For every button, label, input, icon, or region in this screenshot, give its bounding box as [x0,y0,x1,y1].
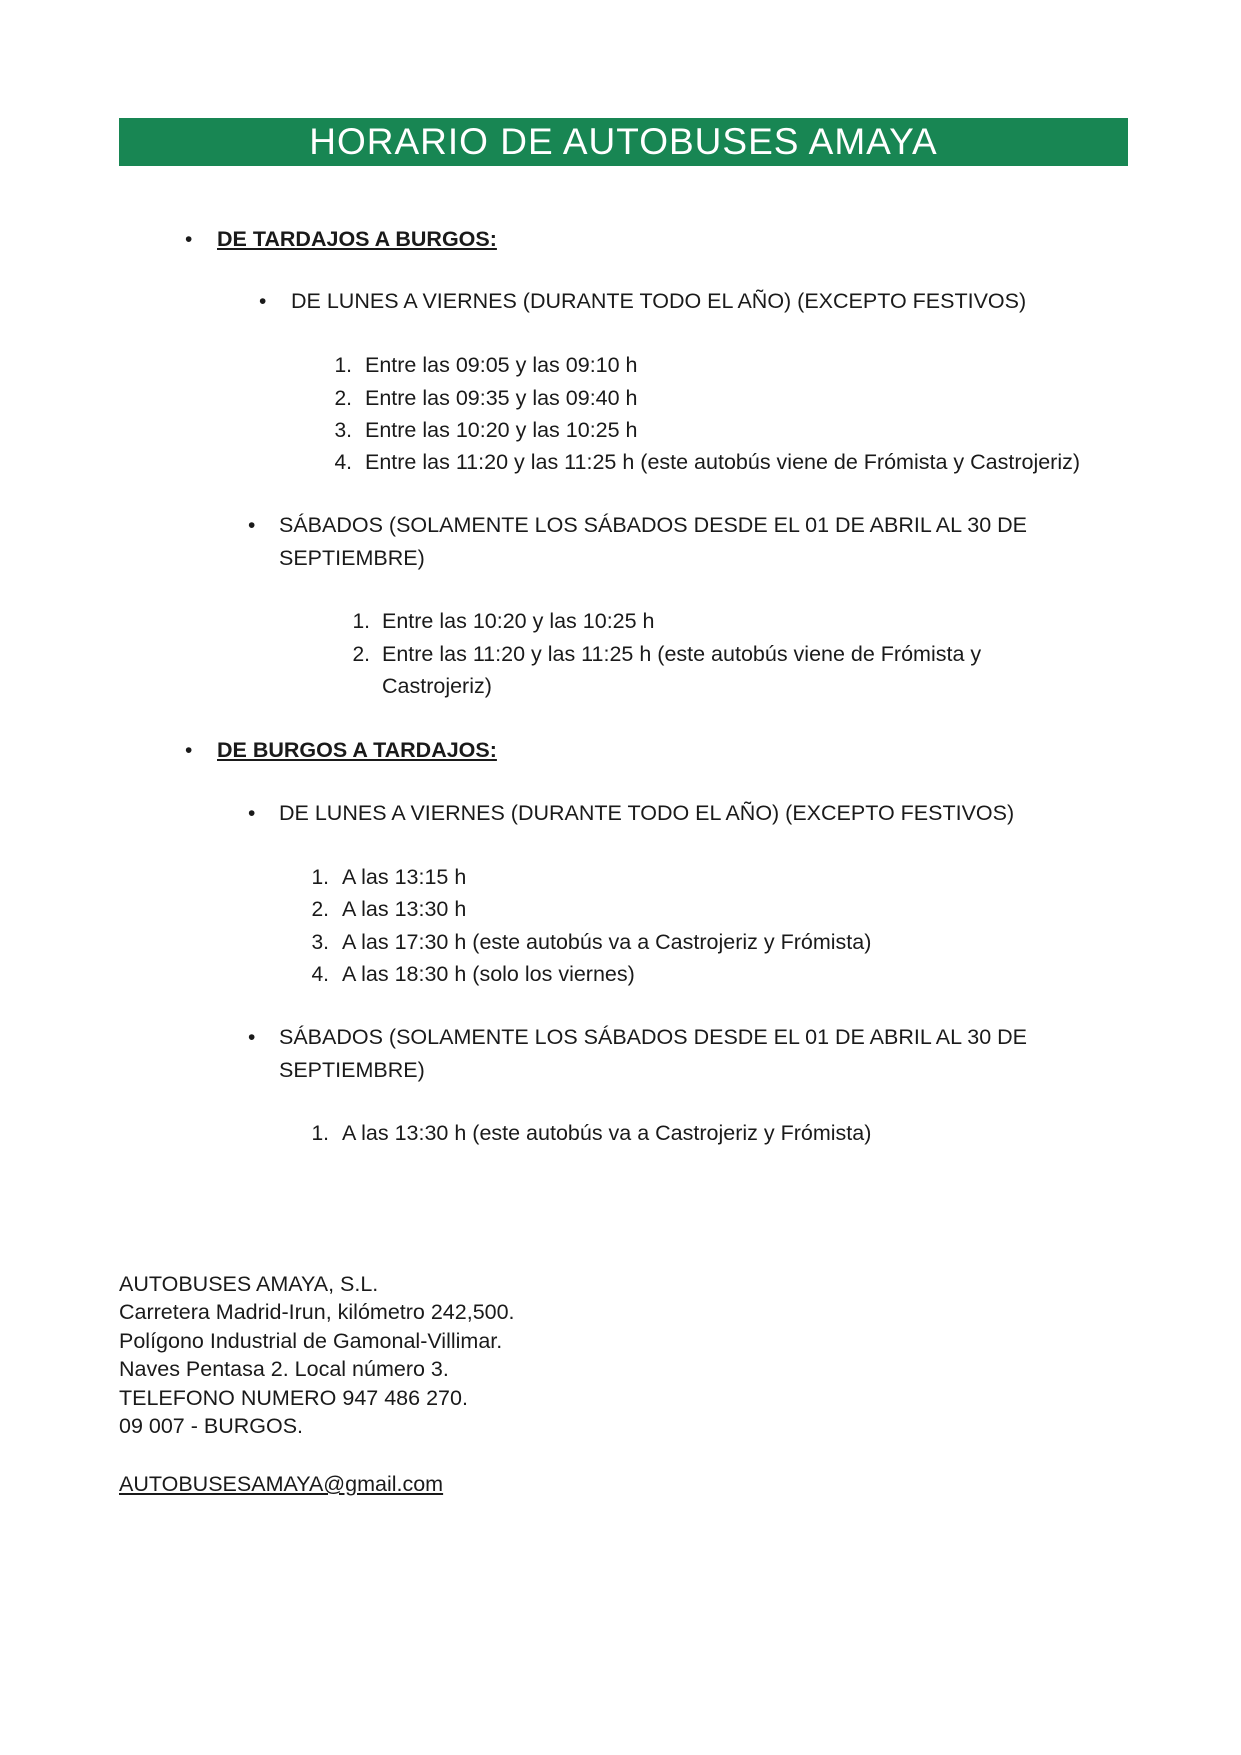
contact-phone: TELEFONO NUMERO 947 486 270. [119,1386,468,1410]
section-heading-tardajos-burgos: DE TARDAJOS A BURGOS: [217,227,497,251]
list-number: 2. [311,898,329,921]
group-label-saturdays-cont: SEPTIEMBRE) [279,546,425,570]
contact-address-unit: Naves Pentasa 2. Local número 3. [119,1357,449,1381]
group-label-saturdays: SÁBADOS (SOLAMENTE LOS SÁBADOS DESDE EL 01 DE ABRIL AL 30 DE [279,513,1028,537]
group-label-saturdays-cont: SEPTIEMBRE) [279,1058,425,1082]
list-item: Entre las 11:20 y las 11:25 h (este autobús viene de Frómista y [382,642,982,666]
list-item-cont: Castrojeriz) [382,674,492,698]
list-item: Entre las 10:20 y las 10:25 h [365,418,638,442]
bullet-icon: • [248,802,256,825]
list-item: Entre las 11:20 y las 11:25 h (este autobús viene de Frómista y Castrojeriz) [365,450,1081,474]
section-heading-burgos-tardajos: DE BURGOS A TARDAJOS: [217,738,497,762]
title-banner [119,118,1128,166]
list-item: A las 17:30 h (este autobús va a Castrojeriz y Frómista) [342,930,872,954]
list-number: 1. [311,1122,329,1145]
bullet-icon: • [185,228,193,251]
bullet-icon: • [259,290,267,313]
list-number: 4. [311,963,329,986]
list-item: A las 18:30 h (solo los viernes) [342,962,635,986]
list-item: A las 13:15 h [342,865,467,889]
list-number: 3. [311,931,329,954]
list-item: A las 13:30 h (este autobús va a Castrojeriz y Frómista) [342,1121,872,1145]
list-number: 2. [334,387,352,410]
contact-address-estate: Polígono Industrial de Gamonal-Villimar. [119,1329,503,1353]
list-item: Entre las 10:20 y las 10:25 h [382,609,655,633]
bullet-icon: • [248,514,256,537]
list-number: 4. [334,451,352,474]
group-label-weekdays: DE LUNES A VIERNES (DURANTE TODO EL AÑO) (EXCEPTO FESTIVOS) [291,289,1027,313]
group-label-weekdays: DE LUNES A VIERNES (DURANTE TODO EL AÑO) (EXCEPTO FESTIVOS) [279,801,1015,825]
list-number: 1. [334,354,352,377]
bullet-icon: • [185,739,193,762]
list-number: 2. [352,643,370,666]
contact-postcode: 09 007 - BURGOS. [119,1414,304,1438]
contact-address-road: Carretera Madrid-Irun, kilómetro 242,500. [119,1300,515,1324]
list-number: 1. [311,866,329,889]
page-title: HORARIO DE AUTOBUSES AMAYA [309,121,938,162]
list-item: Entre las 09:05 y las 09:10 h [365,353,638,377]
bullet-icon: • [248,1026,256,1049]
list-number: 1. [352,610,370,633]
contact-company: AUTOBUSES AMAYA, S.L. [119,1272,379,1296]
list-item: A las 13:30 h [342,897,467,921]
group-label-saturdays: SÁBADOS (SOLAMENTE LOS SÁBADOS DESDE EL 01 DE ABRIL AL 30 DE [279,1025,1028,1049]
list-number: 3. [334,419,352,442]
contact-email-link[interactable]: AUTOBUSESAMAYA@gmail.com [119,1472,444,1496]
list-item: Entre las 09:35 y las 09:40 h [365,386,638,410]
